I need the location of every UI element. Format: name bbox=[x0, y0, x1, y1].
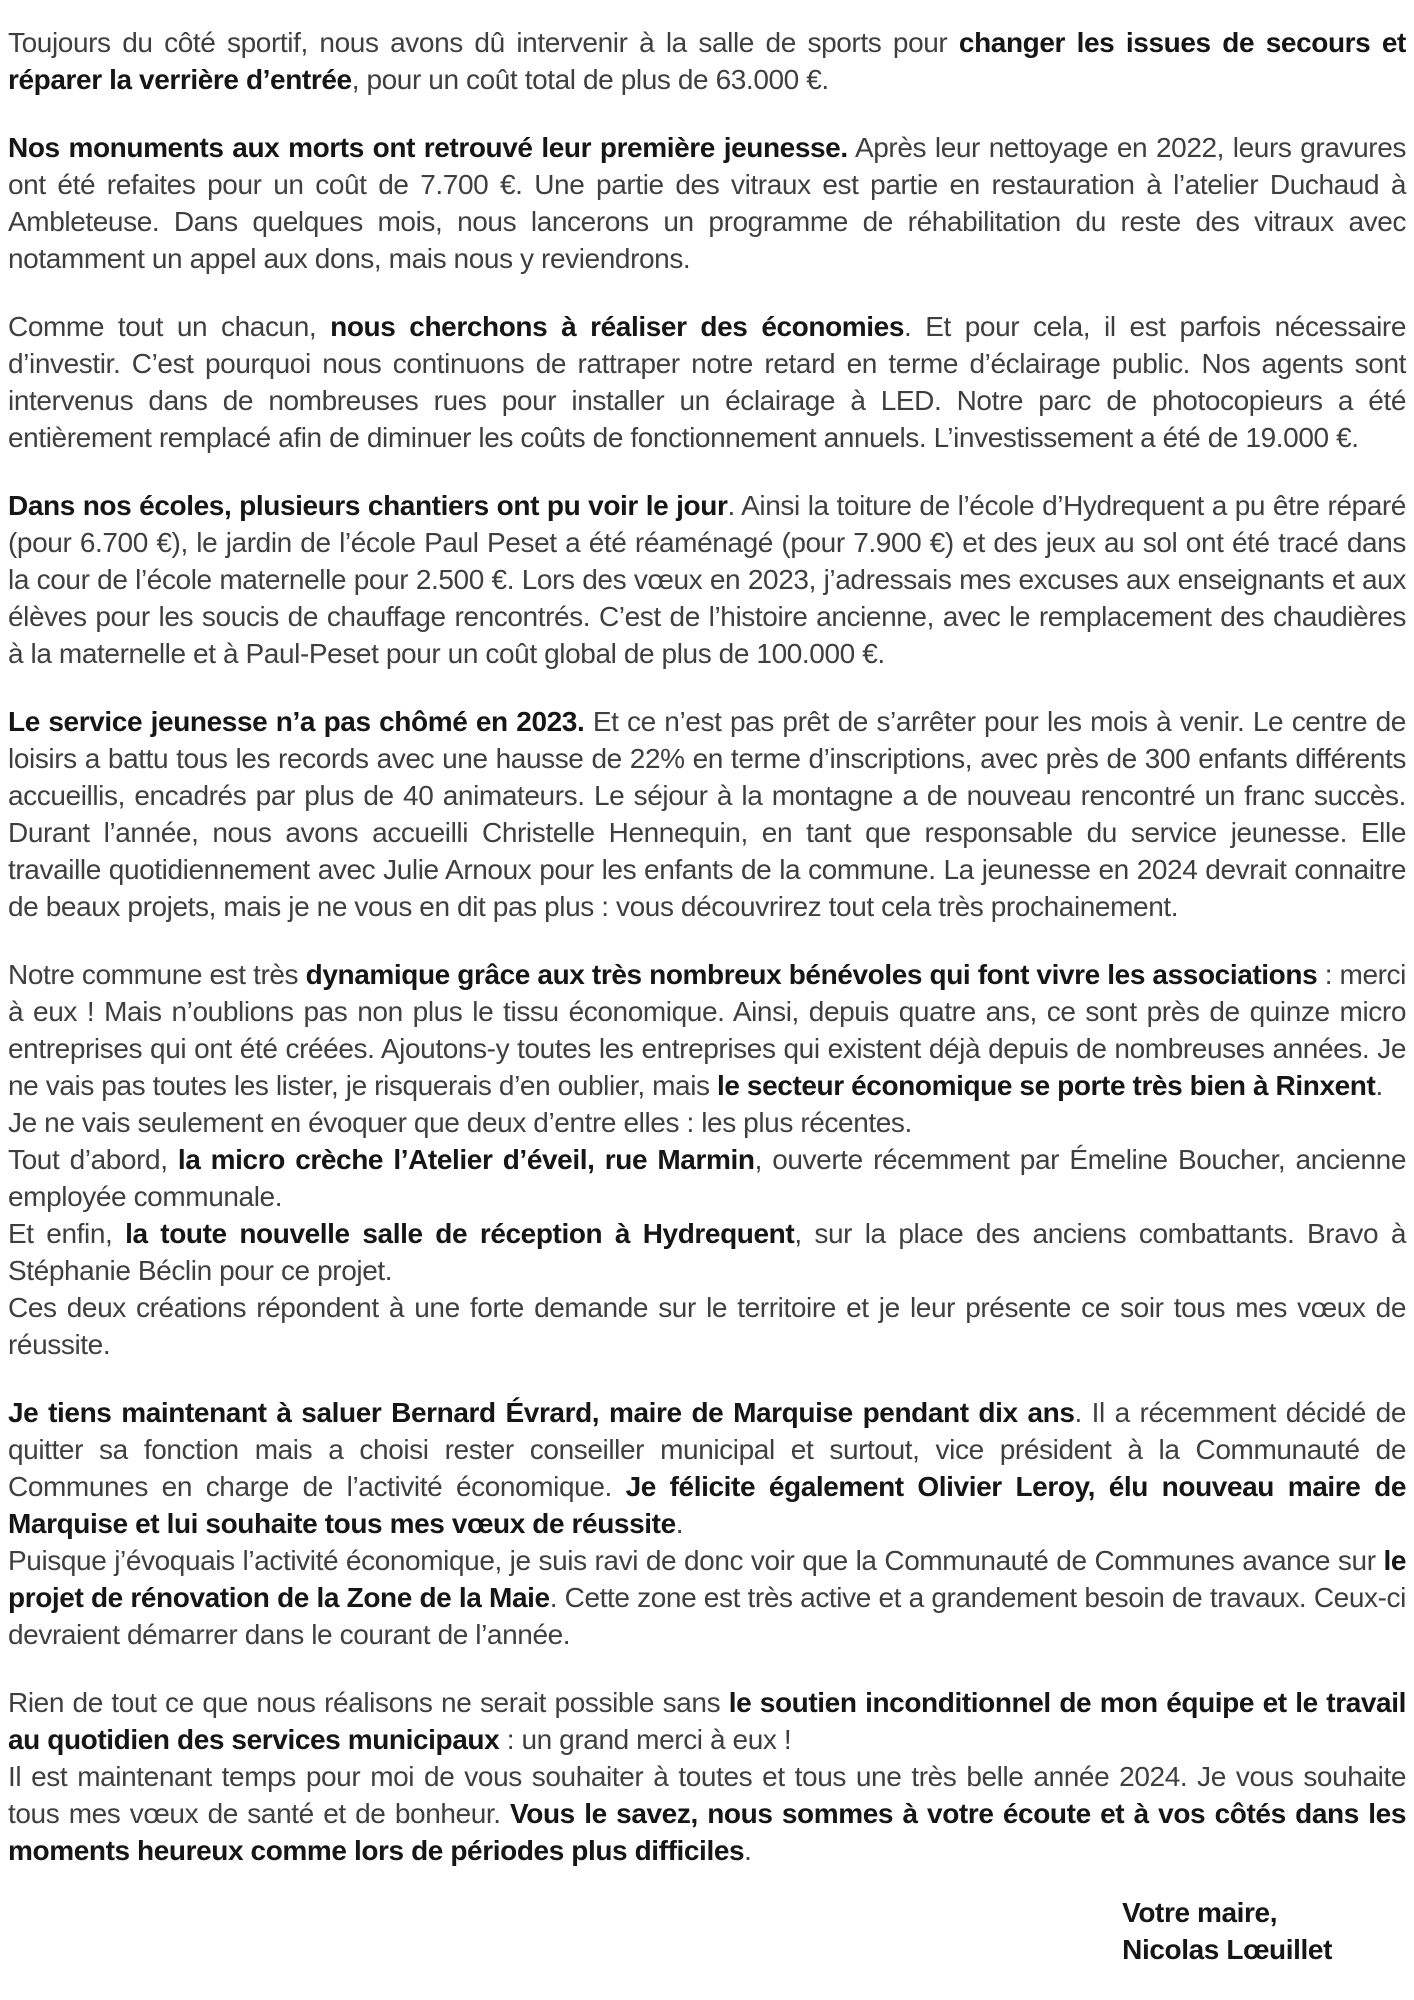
text-run-bold: le projet de rénovation de la Zone de la Maie bbox=[8, 1545, 1406, 1613]
text-run-bold: changer les issues de secours et réparer la verrière d’entrée bbox=[8, 27, 1406, 95]
text-run: Il est maintenant temps pour moi de vous souhaiter à toutes et tous une très belle année 2024. Je vous souhaite tous mes vœux de santé et de bonheur. bbox=[8, 1761, 1406, 1829]
text-run: Je ne vais seulement en évoquer que deux d’entre elles : les plus récentes. bbox=[8, 1107, 912, 1138]
text-run: Et ce n’est pas prêt de s’arrêter pour les mois à venir. Le centre de loisirs a battu tous les records avec une hausse de 22% en terme d’inscriptions, avec près de 300 enfants différents accueillis, encadrés par plus de 40 animateurs. Le séjour à la montagne a de nouveau rencontré un franc succès. Durant l’année, nous avons accueilli Christelle Hennequin, en tant que responsable du service jeunesse. Elle travaille quotidiennement avec Julie Arnoux pour les enfants de la commune. La jeunesse en 2024 devrait connaitre de beaux projets, mais je ne vous en dit pas plus : vous découvrirez tout cela très prochainement. bbox=[8, 706, 1406, 922]
text-run: Comme tout un chacun, bbox=[8, 311, 331, 342]
text-run: Notre commune est très bbox=[8, 959, 306, 990]
text-run: . bbox=[744, 1835, 752, 1866]
text-block bbox=[8, 129, 1406, 277]
signature-block bbox=[1122, 1894, 1332, 1968]
text-run-bold: Le service jeunesse n’a pas chômé en 2023. bbox=[8, 706, 585, 737]
paragraph bbox=[8, 1542, 1406, 1653]
text-run: Et enfin, bbox=[8, 1218, 126, 1249]
text-block bbox=[8, 487, 1406, 672]
text-run: Puisque j’évoquais l’activité économique, je suis ravi de donc voir que la Communauté de Communes avance sur bbox=[8, 1545, 1384, 1576]
paragraph bbox=[8, 24, 1406, 98]
paragraph bbox=[8, 956, 1406, 1104]
text-run: . bbox=[1375, 1070, 1383, 1101]
paragraph bbox=[8, 1215, 1406, 1289]
text-run-bold: la micro crèche l’Atelier d’éveil, rue Marmin bbox=[177, 1144, 755, 1175]
text-block bbox=[8, 956, 1406, 1363]
text-run: . Ainsi la toiture de l’école d’Hydrequent a pu être réparé (pour 6.700 €), le jardin de l’école Paul Peset a été réaménagé (pour 7.900 €) et des jeux au sol ont été tracé dans la cour de l’école maternelle pour 2.500 €. Lors des vœux en 2023, j’adressais mes excuses aux enseignants et aux élèves pour les soucis de chauffage rencontrés. C’est de l’histoire ancienne, avec le remplacement des chaudières à la maternelle et à Paul-Peset pour un coût global de plus de 100.000 €. bbox=[8, 490, 1406, 669]
text-run: : merci à eux ! Mais n’oublions pas non plus le tissu économique. Ainsi, depuis quatre ans, ce sont près de quinze micro entreprises qui ont été créées. Ajoutons-y toutes les entreprises qui existent déjà depuis de nombreuses années. Je ne vais pas toutes les lister, je risquerais d’en oublier, mais bbox=[8, 959, 1406, 1101]
paragraph bbox=[8, 703, 1406, 925]
text-run: Ces deux créations répondent à une forte demande sur le territoire et je leur présente ce soir tous mes vœux de réussite. bbox=[8, 1292, 1406, 1360]
text-run-bold: Je tiens maintenant à saluer Bernard Évrard, maire de Marquise pendant dix ans bbox=[8, 1397, 1075, 1428]
signature-name: Nicolas Lœuillet bbox=[1122, 1934, 1332, 1965]
text-run-bold: le soutien inconditionnel de mon équipe et le travail au quotidien des services municipaux bbox=[8, 1687, 1406, 1755]
document-body bbox=[8, 24, 1406, 1869]
text-run: . Et pour cela, il est parfois nécessaire d’investir. C’est pourquoi nous continuons de rattraper notre retard en terme d’éclairage public. Nos agents sont intervenus dans de nombreuses rues pour installer un éclairage à LED. Notre parc de photocopieurs a été entièrement remplacé afin de diminuer les coûts de fonctionnement annuels. L’investissement a été de 19.000 €. bbox=[8, 311, 1407, 453]
text-run: Toujours du côté sportif, nous avons dû intervenir à la salle de sports pour bbox=[8, 27, 959, 58]
text-run: Rien de tout ce que nous réalisons ne serait possible sans bbox=[8, 1687, 729, 1718]
text-run: , ouverte récemment par Émeline Boucher, ancienne employée communale. bbox=[8, 1144, 1406, 1212]
text-block bbox=[8, 308, 1406, 456]
text-run-bold: le secteur économique se porte très bien à Rinxent bbox=[717, 1070, 1376, 1101]
text-block bbox=[8, 1394, 1406, 1653]
text-run: : un grand merci à eux ! bbox=[499, 1724, 792, 1755]
text-run-bold: dynamique grâce aux très nombreux bénévoles qui font vivre les associations bbox=[305, 959, 1318, 990]
text-run-bold: Je félicite également Olivier Leroy, élu nouveau maire de Marquise et lui souhaite tous mes vœux de réussite bbox=[8, 1471, 1406, 1539]
text-run-bold: la toute nouvelle salle de réception à Hydrequent bbox=[125, 1218, 795, 1249]
paragraph bbox=[8, 487, 1406, 672]
text-run: Tout d’abord, bbox=[8, 1144, 178, 1175]
text-run-bold: Nos monuments aux morts ont retrouvé leur première jeunesse. bbox=[8, 132, 848, 163]
text-run: , pour un coût total de plus de 63.000 €. bbox=[351, 64, 829, 95]
paragraph bbox=[8, 1684, 1406, 1758]
text-block bbox=[8, 703, 1406, 925]
text-run-bold: nous cherchons à réaliser des économies bbox=[330, 311, 905, 342]
text-run-bold: Dans nos écoles, plusieurs chantiers ont pu voir le jour bbox=[8, 490, 728, 521]
text-block bbox=[8, 1684, 1406, 1869]
text-run: , sur la place des anciens combattants. Bravo à Stéphanie Béclin pour ce projet. bbox=[8, 1218, 1407, 1286]
paragraph bbox=[8, 1141, 1406, 1215]
text-block bbox=[8, 24, 1406, 98]
text-run: . bbox=[675, 1508, 684, 1539]
paragraph bbox=[8, 308, 1406, 456]
paragraph bbox=[8, 1394, 1406, 1542]
paragraph bbox=[8, 1758, 1406, 1869]
paragraph bbox=[8, 1104, 1406, 1141]
text-run: . Cette zone est très active et a grandement besoin de travaux. Ceux-ci devraient démarrer dans le courant de l’année. bbox=[8, 1582, 1406, 1650]
paragraph bbox=[8, 1289, 1406, 1363]
signature-role: Votre maire, bbox=[1122, 1897, 1278, 1928]
text-run-bold: Vous le savez, nous sommes à votre écoute et à vos côtés dans les moments heureux comme lors de périodes plus difficiles bbox=[8, 1798, 1406, 1866]
text-run: . Il a récemment décidé de quitter sa fonction mais a choisi rester conseiller municipal et surtout, vice président à la Communauté de Communes en charge de l’activité économique. bbox=[8, 1397, 1406, 1502]
text-run: Après leur nettoyage en 2022, leurs gravures ont été refaites pour un coût de 7.700 €. Une partie des vitraux est partie en restauration à l’atelier Duchaud à Ambleteuse. Dans quelques mois, nous lancerons un programme de réhabilitation du reste des vitraux avec notamment un appel aux dons, mais nous y reviendrons. bbox=[8, 132, 1406, 274]
paragraph bbox=[8, 129, 1406, 277]
